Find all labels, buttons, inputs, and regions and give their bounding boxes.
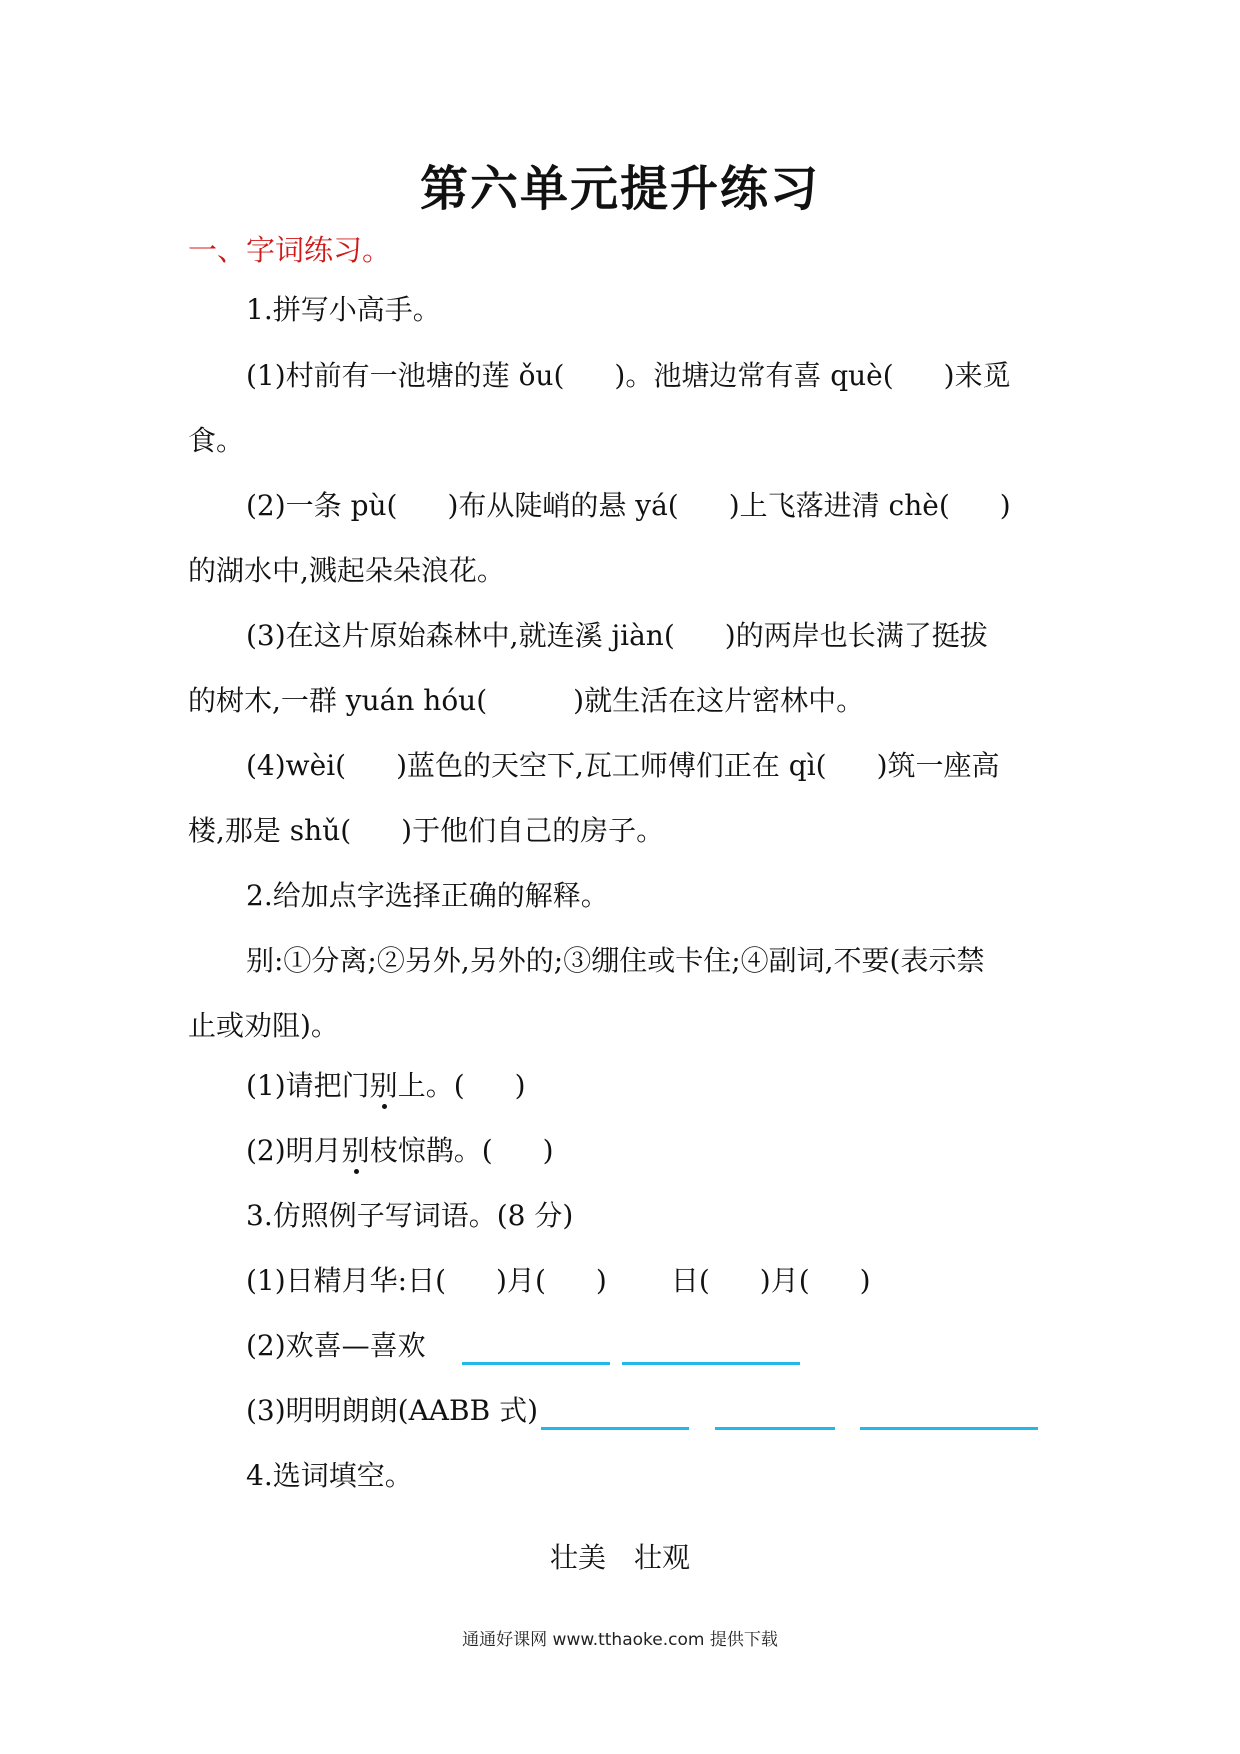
text: ) <box>595 1264 607 1297</box>
text: )月( <box>496 1264 546 1297</box>
text: )的两岸也长满了挺拔 <box>724 619 988 652</box>
text: 上。( <box>397 1069 465 1102</box>
item-2-2 <box>246 1134 554 1167</box>
sentence-4-cont <box>188 814 665 847</box>
section-heading: 一、字词练习。 <box>188 233 392 267</box>
text: ) <box>514 1069 526 1102</box>
sentence-1-cont: 食。 <box>188 424 245 457</box>
sentence-3-cont <box>188 684 865 717</box>
text: )筑一座高 <box>876 749 1000 782</box>
text: )布从陡峭的悬 yá( <box>447 489 679 522</box>
sentence-3 <box>246 619 988 652</box>
item-3-2: (2)欢喜—喜欢 <box>246 1329 426 1362</box>
footer: 通通好课网 www.tthaoke.com 提供下载 <box>462 1630 778 1650</box>
definition-line-2: 止或劝阻)。 <box>188 1009 339 1042</box>
sentence-4 <box>246 749 1000 782</box>
item-3-1 <box>246 1264 871 1297</box>
sentence-2-cont: 的湖水中,溅起朵朵浪花。 <box>188 554 505 587</box>
text: )就生活在这片密林中。 <box>573 684 865 717</box>
word-choices <box>0 1536 1240 1576</box>
question-3-heading: 3.仿照例子写词语。(8 分) <box>246 1199 574 1232</box>
definition-line-1: 别:①分离;②另外,另外的;③绷住或卡住;④副词,不要(表示禁 <box>246 944 985 977</box>
text: ) <box>999 489 1011 522</box>
answer-line[interactable] <box>462 1362 610 1365</box>
text: )上飞落进清 chè( <box>728 489 950 522</box>
text: (3)在这片原始森林中,就连溪 jiàn( <box>246 619 675 652</box>
text: )于他们自己的房子。 <box>401 814 665 847</box>
item-3-3: (3)明明朗朗(AABB 式) <box>246 1394 539 1427</box>
question-1-heading: 1.拼写小高手。 <box>246 293 441 326</box>
text: (4)wèi( <box>246 749 347 782</box>
text: 的树木,一群 yuán hóu( <box>188 684 488 717</box>
answer-line[interactable] <box>622 1362 800 1365</box>
word-choice: 壮美 <box>549 1541 606 1574</box>
page-title: 第六单元提升练习 <box>419 161 820 217</box>
text: (2)一条 pù( <box>246 489 398 522</box>
text: 楼,那是 shǔ( <box>188 814 352 847</box>
answer-line[interactable] <box>541 1427 689 1430</box>
text: 枝惊鹊。( <box>369 1134 493 1167</box>
answer-line[interactable] <box>715 1427 835 1430</box>
sentence-2 <box>246 489 1011 522</box>
text: ) <box>859 1264 871 1297</box>
dotted-char: 别 <box>341 1134 370 1167</box>
text: (2)明月 <box>246 1134 342 1167</box>
text: )月( <box>759 1264 810 1297</box>
text: )蓝色的天空下,瓦工师傅们正在 qì( <box>396 749 827 782</box>
text: (1)村前有一池塘的莲 ǒu( <box>246 359 565 392</box>
text: (1)请把门 <box>246 1069 370 1102</box>
question-2-heading: 2.给加点字选择正确的解释。 <box>246 879 609 912</box>
text: (1)日精月华:日( <box>246 1264 447 1297</box>
answer-line[interactable] <box>860 1427 1038 1430</box>
item-2-1 <box>246 1069 526 1102</box>
text: )来觅 <box>943 359 1011 392</box>
word-choice: 壮观 <box>634 1541 691 1574</box>
dotted-char: 别 <box>369 1069 398 1102</box>
text: )。池塘边常有喜 què( <box>614 359 894 392</box>
text: 日( <box>670 1264 710 1297</box>
sentence-1 <box>246 359 1011 392</box>
question-4-heading: 4.选词填空。 <box>246 1459 413 1492</box>
text: ) <box>542 1134 554 1167</box>
